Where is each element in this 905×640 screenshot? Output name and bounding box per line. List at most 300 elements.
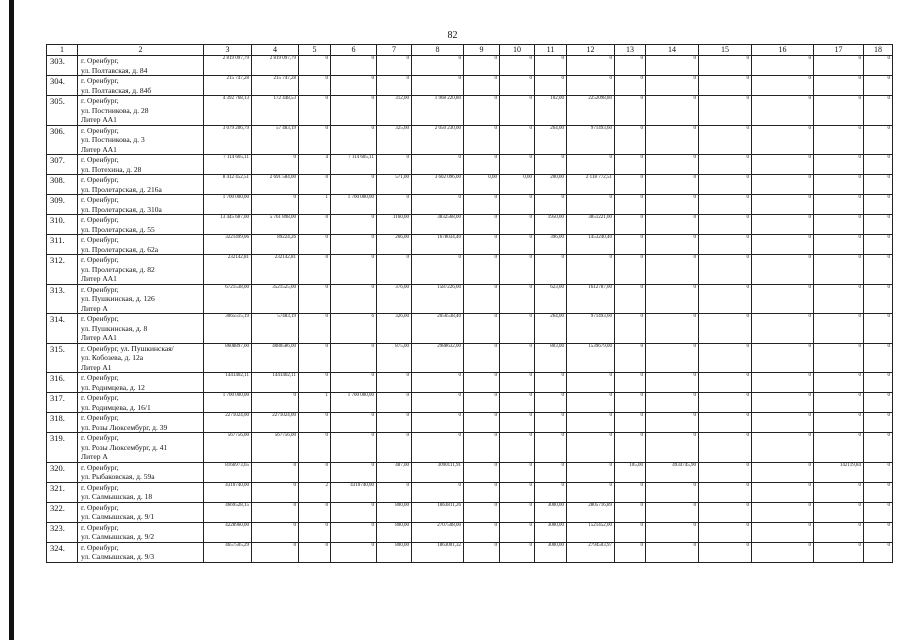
column-header: 14 bbox=[646, 45, 699, 56]
page-edge-bar bbox=[9, 0, 14, 640]
value-cell: 4 392 768,13 bbox=[204, 96, 252, 126]
value-cell: 6721538,00 bbox=[204, 284, 252, 314]
value-cell: 0 bbox=[331, 56, 377, 76]
row-number: 315. bbox=[47, 343, 78, 373]
value-cell: 0 bbox=[699, 462, 752, 482]
value-cell: 1 bbox=[299, 195, 331, 215]
value-cell: 1441402,11 bbox=[204, 373, 252, 393]
value-cell: 0 bbox=[699, 195, 752, 215]
value-cell: 3000,00 bbox=[535, 542, 567, 562]
address-line: ул. Потехина, д. 28 bbox=[81, 164, 142, 174]
value-cell: 0 bbox=[500, 284, 535, 314]
value-cell: 0 bbox=[535, 195, 567, 215]
value-cell: 0 bbox=[814, 433, 864, 463]
address-cell bbox=[78, 462, 204, 482]
value-cell: 0 bbox=[377, 482, 412, 502]
value-cell: 0 bbox=[567, 56, 615, 76]
value-cell: 0 bbox=[500, 235, 535, 255]
value-cell: 0 bbox=[864, 175, 893, 195]
value-cell: 142119,84 bbox=[814, 462, 864, 482]
value-cell: 0 bbox=[864, 433, 893, 463]
value-cell: 0 bbox=[615, 215, 646, 235]
value-cell: 0 bbox=[252, 522, 299, 542]
value-cell: 102,00 bbox=[535, 96, 567, 126]
value-cell: 200,00 bbox=[535, 175, 567, 195]
value-cell: 215 747,28 bbox=[204, 76, 252, 96]
table-header-row bbox=[47, 45, 893, 56]
value-cell: 567756,00 bbox=[252, 433, 299, 463]
value-cell: 0 bbox=[331, 413, 377, 433]
value-cell: 0 bbox=[331, 542, 377, 562]
value-cell: 8 412 452,51 bbox=[204, 175, 252, 195]
value-cell: 0 bbox=[464, 155, 500, 175]
value-cell: 0 bbox=[464, 393, 500, 413]
value-cell: 0 bbox=[814, 314, 864, 344]
value-cell: 0 bbox=[864, 284, 893, 314]
value-cell: 0 bbox=[615, 393, 646, 413]
value-cell: 0 bbox=[699, 393, 752, 413]
value-cell: 0 bbox=[864, 373, 893, 393]
value-cell: 800,00 bbox=[377, 502, 412, 522]
value-cell: 0 bbox=[699, 56, 752, 76]
value-cell: 0 bbox=[500, 542, 535, 562]
value-cell: 1539679,00 bbox=[567, 343, 615, 373]
value-cell: 0 bbox=[412, 56, 464, 76]
row-number: 313. bbox=[47, 284, 78, 314]
value-cell: 2 819 097,79 bbox=[252, 56, 299, 76]
table-row bbox=[47, 215, 893, 235]
value-cell: 0 bbox=[646, 373, 699, 393]
value-cell: 0 bbox=[699, 482, 752, 502]
table-row bbox=[47, 56, 893, 76]
address-line: г. Оренбург, bbox=[81, 502, 119, 512]
value-cell: 4310740,00 bbox=[331, 482, 377, 502]
address-line: г. Оренбург, bbox=[81, 284, 119, 294]
value-cell: 0 bbox=[814, 373, 864, 393]
value-cell: 0 bbox=[752, 522, 814, 542]
address-line: ул. Пушкинская, д. 126 bbox=[81, 294, 155, 303]
address-line: г. Оренбург, bbox=[81, 125, 119, 135]
row-number: 305. bbox=[47, 96, 78, 126]
value-cell: 0 bbox=[752, 482, 814, 502]
value-cell: 264,00 bbox=[535, 125, 567, 155]
table-row bbox=[47, 393, 893, 413]
value-cell: 2 050 230,00 bbox=[412, 125, 464, 155]
value-cell: 325,00 bbox=[377, 125, 412, 155]
value-cell: 0 bbox=[864, 482, 893, 502]
value-cell: 0 bbox=[615, 482, 646, 502]
value-cell: 0 bbox=[646, 542, 699, 562]
value-cell: 0 bbox=[464, 502, 500, 522]
address-cell bbox=[78, 195, 204, 215]
address-line: Литер А bbox=[81, 452, 108, 461]
value-cell: 2 118 772,51 bbox=[567, 175, 615, 195]
row-number: 303. bbox=[47, 56, 78, 76]
value-cell: 0 bbox=[615, 155, 646, 175]
value-cell: 0 bbox=[500, 125, 535, 155]
value-cell: 8608897,00 bbox=[204, 343, 252, 373]
row-number: 308. bbox=[47, 175, 78, 195]
value-cell: 1521452,00 bbox=[567, 522, 615, 542]
address-line: ул. Постникова, д. 3 bbox=[81, 135, 145, 144]
row-number: 312. bbox=[47, 255, 78, 285]
value-cell: 0 bbox=[752, 96, 814, 126]
value-cell: 0 bbox=[864, 125, 893, 155]
value-cell: 0 bbox=[814, 195, 864, 215]
value-cell: 0 bbox=[814, 502, 864, 522]
value-cell: 4657505,29 bbox=[204, 542, 252, 562]
address-line: г. Оренбург, bbox=[81, 373, 119, 382]
value-cell: 0 bbox=[752, 502, 814, 522]
address-line: г. Оренбург, bbox=[81, 96, 119, 105]
value-cell: 0 bbox=[699, 343, 752, 373]
column-header: 10 bbox=[500, 45, 535, 56]
value-cell: 0 bbox=[500, 343, 535, 373]
value-cell: 0 bbox=[299, 542, 331, 562]
value-cell: 1 700 000,00 bbox=[204, 393, 252, 413]
value-cell: 0 bbox=[535, 413, 567, 433]
value-cell: 4669528,15 bbox=[204, 502, 252, 522]
value-cell: 0 bbox=[752, 433, 814, 463]
value-cell: 2271024,00 bbox=[204, 413, 252, 433]
row-number: 321. bbox=[47, 482, 78, 502]
value-cell: 0 bbox=[500, 502, 535, 522]
value-cell: 0 bbox=[699, 314, 752, 344]
value-cell: 0 bbox=[299, 215, 331, 235]
column-header: 8 bbox=[412, 45, 464, 56]
value-cell: 0 bbox=[377, 155, 412, 175]
address-line: Литер АА1 bbox=[81, 115, 117, 124]
value-cell: 0 bbox=[535, 56, 567, 76]
value-cell: 7 114 605,11 bbox=[331, 155, 377, 175]
value-cell: 0 bbox=[615, 96, 646, 126]
value-cell: 0 bbox=[646, 56, 699, 76]
value-cell: 0 bbox=[646, 343, 699, 373]
value-cell: 0 bbox=[814, 522, 864, 542]
value-cell: 1863001,32 bbox=[412, 542, 464, 562]
address-cell bbox=[78, 175, 204, 195]
row-number: 317. bbox=[47, 393, 78, 413]
address-cell bbox=[78, 314, 204, 344]
value-cell: 0 bbox=[299, 284, 331, 314]
value-cell: 0 bbox=[646, 155, 699, 175]
value-cell: 0 bbox=[464, 343, 500, 373]
value-cell: 0 bbox=[752, 393, 814, 413]
value-cell: 4228960,00 bbox=[204, 522, 252, 542]
value-cell: 3221499,06 bbox=[204, 235, 252, 255]
value-cell: 571,00 bbox=[377, 175, 412, 195]
address-cell bbox=[78, 56, 204, 76]
value-cell: 57483,19 bbox=[252, 314, 299, 344]
value-cell: 0 bbox=[864, 155, 893, 175]
value-cell: 487,00 bbox=[377, 462, 412, 482]
value-cell: 0 bbox=[500, 76, 535, 96]
address-cell bbox=[78, 542, 204, 562]
value-cell: 0 bbox=[535, 155, 567, 175]
address-line: г. Оренбург, ул. Пушкинская/ bbox=[81, 343, 174, 353]
address-line: ул. Пролетарская, д. 216а bbox=[81, 184, 162, 194]
value-cell: 4 bbox=[299, 155, 331, 175]
value-cell: 1 968 220,80 bbox=[412, 96, 464, 126]
value-cell: 0 bbox=[331, 373, 377, 393]
value-cell: 803,00 bbox=[535, 343, 567, 373]
value-cell: 266,00 bbox=[377, 235, 412, 255]
value-cell: 0 bbox=[331, 284, 377, 314]
value-cell: 2794503,97 bbox=[567, 542, 615, 562]
value-cell: 5 761 898,00 bbox=[252, 215, 299, 235]
address-cell bbox=[78, 522, 204, 542]
value-cell: 0 bbox=[752, 195, 814, 215]
value-cell: 0 bbox=[814, 96, 864, 126]
value-cell: 0 bbox=[864, 502, 893, 522]
value-cell: 0 bbox=[464, 522, 500, 542]
address-cell bbox=[78, 413, 204, 433]
value-cell: 0 bbox=[615, 195, 646, 215]
value-cell: 0 bbox=[567, 195, 615, 215]
value-cell: 0 bbox=[299, 76, 331, 96]
value-cell: 0 bbox=[299, 175, 331, 195]
value-cell: 0 bbox=[864, 215, 893, 235]
value-cell: 4310740,00 bbox=[204, 482, 252, 502]
value-cell: 0 bbox=[814, 56, 864, 76]
value-cell: 0 bbox=[412, 433, 464, 463]
data-table bbox=[46, 44, 893, 563]
value-cell: 0 bbox=[864, 255, 893, 285]
value-cell: 232142,81 bbox=[252, 255, 299, 285]
value-cell: 0 bbox=[615, 76, 646, 96]
address-line: ул. Пролетарская, д. 55 bbox=[81, 224, 155, 234]
value-cell: 2805716,89 bbox=[567, 502, 615, 522]
value-cell: 0 bbox=[464, 482, 500, 502]
address-line: г. Оренбург, bbox=[81, 195, 119, 204]
value-cell: 0 bbox=[752, 373, 814, 393]
value-cell: 3065515,19 bbox=[204, 314, 252, 344]
value-cell: 0 bbox=[864, 235, 893, 255]
value-cell: 0 bbox=[464, 76, 500, 96]
value-cell: 0 bbox=[299, 522, 331, 542]
value-cell: 0 bbox=[377, 56, 412, 76]
address-line: ул. Пролетарская, д. 82 bbox=[81, 264, 155, 274]
value-cell: 0 bbox=[464, 96, 500, 126]
value-cell: 0 bbox=[646, 195, 699, 215]
value-cell: 0 bbox=[535, 462, 567, 482]
address-cell bbox=[78, 76, 204, 96]
table-row bbox=[47, 155, 893, 175]
value-cell: 396,00 bbox=[535, 235, 567, 255]
value-cell: 0 bbox=[412, 393, 464, 413]
address-line: Литер АА1 bbox=[81, 144, 117, 154]
table-row bbox=[47, 433, 893, 463]
value-cell: 0 bbox=[464, 255, 500, 285]
value-cell: 0 bbox=[299, 462, 331, 482]
row-number: 310. bbox=[47, 215, 78, 235]
value-cell: 0 bbox=[699, 235, 752, 255]
value-cell: 0 bbox=[752, 155, 814, 175]
value-cell: 1453240,40 bbox=[567, 235, 615, 255]
value-cell: 0 bbox=[567, 482, 615, 502]
value-cell: 0 bbox=[377, 76, 412, 96]
value-cell: 105,00 bbox=[615, 462, 646, 482]
value-cell: 0 bbox=[699, 373, 752, 393]
value-cell: 623,00 bbox=[535, 284, 567, 314]
value-cell: 0 bbox=[646, 76, 699, 96]
value-cell: 0 bbox=[752, 542, 814, 562]
value-cell: 3521525,00 bbox=[252, 284, 299, 314]
address-line: г. Оренбург, bbox=[81, 215, 119, 224]
value-cell: 0,00 bbox=[464, 175, 500, 195]
value-cell: 0,00 bbox=[500, 175, 535, 195]
value-cell: 0 bbox=[299, 343, 331, 373]
address-line: г. Оренбург, bbox=[81, 56, 119, 65]
value-cell: 0 bbox=[464, 462, 500, 482]
address-line: Литер АА1 bbox=[81, 274, 117, 283]
value-cell: 875,00 bbox=[377, 343, 412, 373]
value-cell: 0 bbox=[752, 255, 814, 285]
value-cell: 0 bbox=[500, 413, 535, 433]
value-cell: 2 691 584,00 bbox=[252, 175, 299, 195]
address-line: Литер А1 bbox=[81, 362, 112, 372]
value-cell: 0 bbox=[615, 542, 646, 562]
value-cell: 0 bbox=[331, 96, 377, 126]
value-cell: 0 bbox=[646, 125, 699, 155]
value-cell: 4080586,00 bbox=[252, 343, 299, 373]
address-line: г. Оренбург, bbox=[81, 393, 119, 402]
value-cell: 0 bbox=[814, 125, 864, 155]
value-cell: 0 bbox=[864, 56, 893, 76]
value-cell: 0 bbox=[814, 413, 864, 433]
value-cell: 0 bbox=[412, 482, 464, 502]
value-cell: 0 bbox=[252, 195, 299, 215]
value-cell: 0 bbox=[464, 215, 500, 235]
table-row bbox=[47, 482, 893, 502]
value-cell: 0 bbox=[615, 433, 646, 463]
value-cell: 0 bbox=[615, 284, 646, 314]
value-cell: 0 bbox=[331, 125, 377, 155]
value-cell: 1612787,00 bbox=[567, 284, 615, 314]
value-cell: 0 bbox=[699, 155, 752, 175]
value-cell: 0 bbox=[699, 96, 752, 126]
address-cell bbox=[78, 155, 204, 175]
column-header: 5 bbox=[299, 45, 331, 56]
value-cell: 0 bbox=[412, 76, 464, 96]
value-cell: 1678034,40 bbox=[412, 235, 464, 255]
value-cell: 0 bbox=[752, 462, 814, 482]
value-cell: 0 bbox=[535, 433, 567, 463]
value-cell: 1441402,11 bbox=[252, 373, 299, 393]
page-number: 82 bbox=[447, 30, 458, 41]
value-cell: 0 bbox=[615, 522, 646, 542]
value-cell: 0 bbox=[699, 284, 752, 314]
value-cell: 2271024,00 bbox=[252, 413, 299, 433]
address-line: ул. Розы Люксембург, д. 41 bbox=[81, 442, 168, 452]
value-cell: 1160,00 bbox=[377, 215, 412, 235]
value-cell: 0 bbox=[252, 482, 299, 502]
row-number: 319. bbox=[47, 433, 78, 463]
address-line: г. Оренбург, bbox=[81, 175, 119, 184]
value-cell: 0 bbox=[814, 343, 864, 373]
value-cell: 0 bbox=[699, 542, 752, 562]
value-cell: 0 bbox=[500, 482, 535, 502]
value-cell: 0 bbox=[646, 235, 699, 255]
value-cell: 0 bbox=[252, 462, 299, 482]
value-cell: 0 bbox=[646, 175, 699, 195]
value-cell: 0 bbox=[646, 393, 699, 413]
value-cell: 232142,81 bbox=[204, 255, 252, 285]
value-cell: 0 bbox=[299, 255, 331, 285]
value-cell: 1 700 000,00 bbox=[204, 195, 252, 215]
row-number: 306. bbox=[47, 125, 78, 155]
value-cell: 0 bbox=[646, 314, 699, 344]
value-cell: 0 bbox=[331, 255, 377, 285]
column-header: 17 bbox=[814, 45, 864, 56]
value-cell: 0 bbox=[814, 393, 864, 413]
value-cell: 0 bbox=[699, 215, 752, 235]
address-cell bbox=[78, 502, 204, 522]
row-number: 320. bbox=[47, 462, 78, 482]
table-row bbox=[47, 522, 893, 542]
value-cell: 0 bbox=[331, 522, 377, 542]
value-cell: 971493,60 bbox=[567, 314, 615, 344]
address-line: ул. Кобозева, д. 12а bbox=[81, 353, 144, 362]
row-number: 314. bbox=[47, 314, 78, 344]
value-cell: 0 bbox=[299, 373, 331, 393]
row-number: 324. bbox=[47, 542, 78, 562]
value-cell: 0 bbox=[500, 393, 535, 413]
row-number: 322. bbox=[47, 502, 78, 522]
address-line: ул. Родимцева, д. 16/1 bbox=[81, 402, 151, 412]
value-cell: 1 bbox=[299, 393, 331, 413]
column-header: 7 bbox=[377, 45, 412, 56]
column-header: 1 bbox=[47, 45, 78, 56]
value-cell: 0 bbox=[615, 502, 646, 522]
address-line: г. Оренбург, bbox=[81, 76, 119, 85]
value-cell: 0 bbox=[500, 215, 535, 235]
row-number: 307. bbox=[47, 155, 78, 175]
value-cell: 0 bbox=[464, 56, 500, 76]
value-cell: 0 bbox=[412, 255, 464, 285]
value-cell: 0 bbox=[567, 393, 615, 413]
value-cell: 0 bbox=[331, 235, 377, 255]
value-cell: 0 bbox=[814, 215, 864, 235]
value-cell: 0 bbox=[864, 195, 893, 215]
value-cell: 0 bbox=[752, 413, 814, 433]
value-cell: 0 bbox=[752, 314, 814, 344]
address-line: г. Оренбург, bbox=[81, 235, 119, 244]
value-cell: 0 bbox=[752, 235, 814, 255]
address-line: ул. Полтавская, д. 84б bbox=[81, 85, 152, 95]
address-cell bbox=[78, 343, 204, 373]
value-cell: 0 bbox=[299, 314, 331, 344]
table-row bbox=[47, 373, 893, 393]
value-cell: 4934745,90 bbox=[646, 462, 699, 482]
value-cell: 172 448,53 bbox=[252, 96, 299, 126]
value-cell: 0 bbox=[331, 502, 377, 522]
value-cell: 376,00 bbox=[377, 284, 412, 314]
row-number: 311. bbox=[47, 235, 78, 255]
value-cell: 0 bbox=[615, 314, 646, 344]
value-cell: 0 bbox=[699, 413, 752, 433]
row-number: 309. bbox=[47, 195, 78, 215]
value-cell: 0 bbox=[864, 393, 893, 413]
value-cell: 0 bbox=[567, 155, 615, 175]
column-header: 16 bbox=[752, 45, 814, 56]
value-cell: 0 bbox=[699, 522, 752, 542]
value-cell: 0 bbox=[299, 125, 331, 155]
value-cell: 1 700 000,00 bbox=[331, 393, 377, 413]
value-cell: 0 bbox=[500, 314, 535, 344]
value-cell: 800,00 bbox=[377, 542, 412, 562]
address-line: г. Оренбург, bbox=[81, 433, 119, 442]
